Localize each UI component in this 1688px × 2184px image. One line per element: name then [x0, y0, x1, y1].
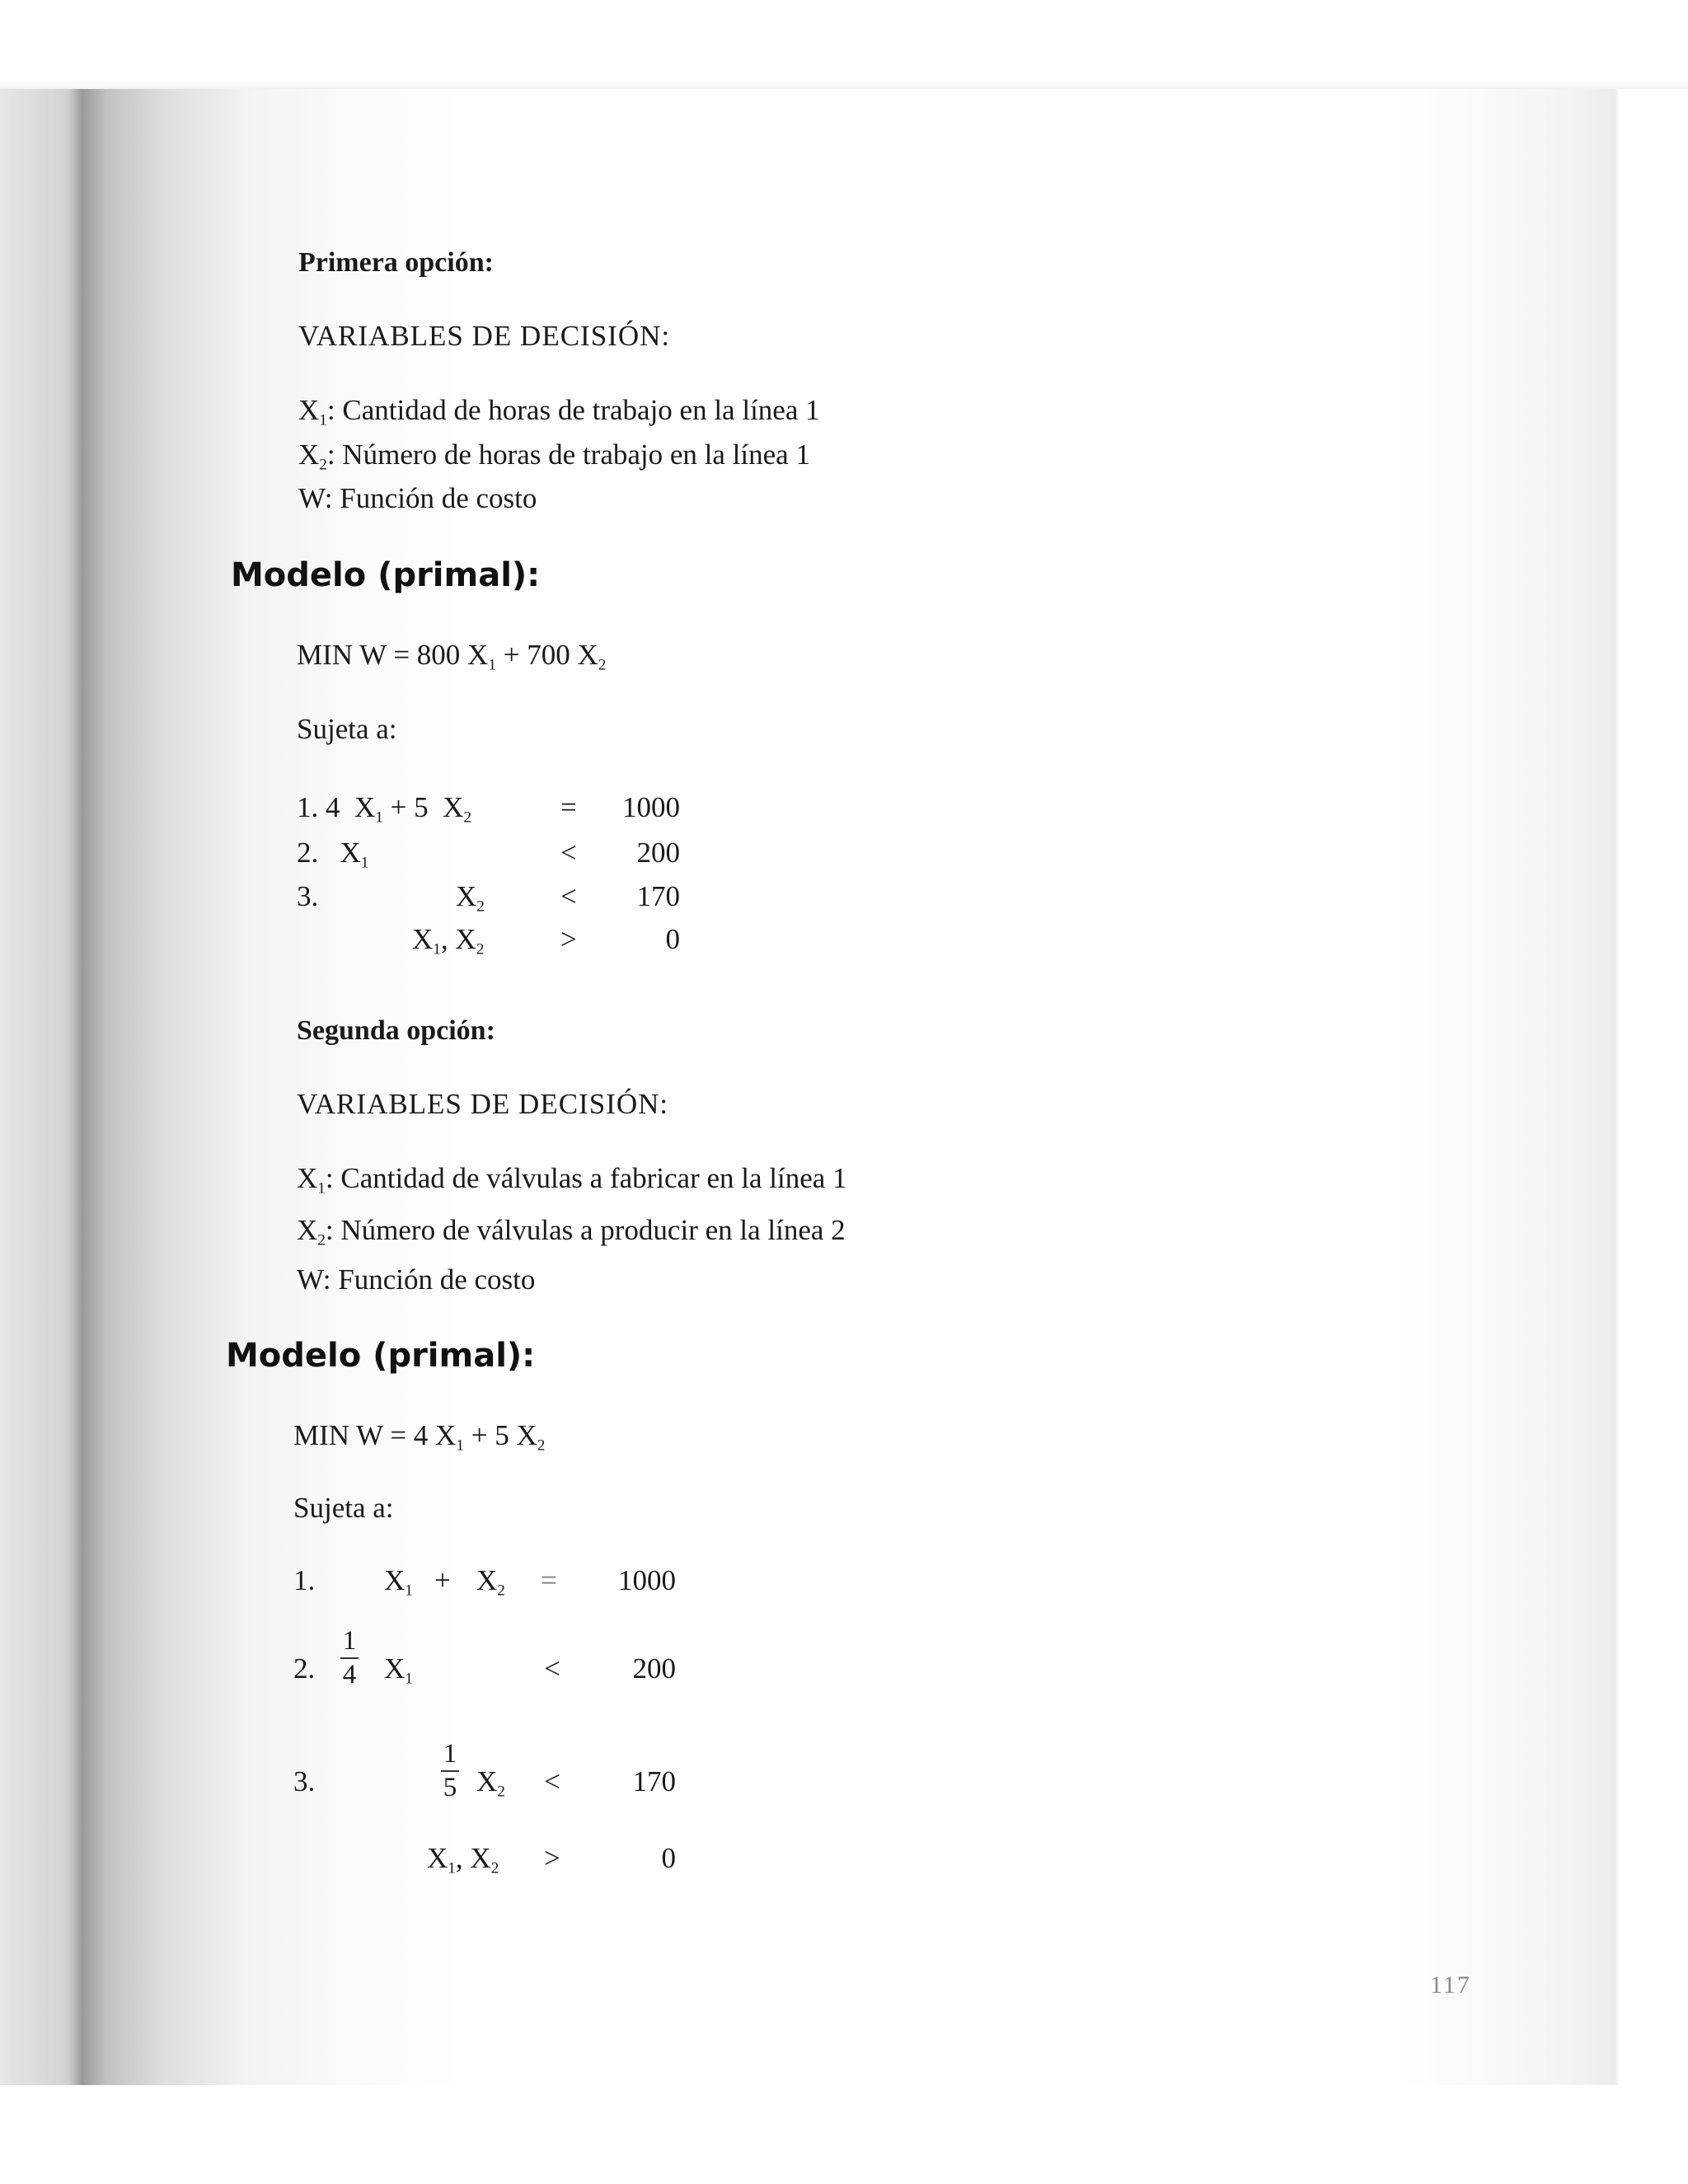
option2-constraint-3-fraction — [441, 1741, 459, 1802]
option1-constraint-1: 1. 4 $X_1 + 5$ $X_2$ — [297, 791, 472, 827]
page-top-margin — [0, 0, 1688, 89]
option2-constraint-3-rhs: 170 — [632, 1765, 676, 1797]
option2-nonneg: $X_1$, $X_2$ — [427, 1842, 499, 1877]
option2-var-w: W: Función de costo — [297, 1263, 536, 1296]
option2-constraint-3-x2: $X_2$ — [476, 1765, 505, 1801]
option1-var-x1: $X_1$: Cantidad de horas de trabajo en la línea 1 — [298, 394, 820, 429]
option2-constraint-3-label: 3. — [293, 1765, 316, 1797]
option1-constraint-3-rhs: 170 — [636, 880, 680, 912]
option1-constraint-3-op: < — [560, 880, 577, 912]
option2-constraint-2-rhs: 200 — [632, 1652, 676, 1685]
option1-constraint-2-rhs: 200 — [636, 837, 680, 869]
option1-model-title: Modelo (primal): — [231, 556, 541, 594]
option1-objective: MIN W = 800 $X_1 + 700$ $X_2$ — [297, 639, 607, 674]
page-number: 117 — [1430, 1971, 1471, 1999]
option2-objective: MIN W = 4 $X_1 + 5$ $X_2$ — [293, 1419, 546, 1455]
option1-constraint-3-label: 3. — [297, 880, 319, 912]
option2-constraint-2-label: 2. — [293, 1652, 316, 1685]
option1-nonneg: $X_1$, $X_2$ — [412, 923, 485, 958]
option2-constraint-2-op: < — [544, 1652, 560, 1685]
fraction-numerator: 1 — [443, 1739, 457, 1769]
option2-constraint-1-rhs: 1000 — [618, 1564, 676, 1596]
fraction-denominator: 5 — [443, 1773, 457, 1802]
option2-variables-title: VARIABLES DE DECISIÓN: — [297, 1088, 669, 1120]
option2-var-x2: $X_2$: Número de válvulas a producir en la línea 2 — [297, 1214, 846, 1249]
option2-constraint-1-x1: $X_1$ — [384, 1564, 413, 1600]
fraction-denominator: 4 — [342, 1660, 357, 1690]
option2-nonneg-op: > — [544, 1842, 560, 1874]
option1-constraint-1-op: = — [560, 791, 577, 823]
option1-variables-title: VARIABLES DE DECISIÓN: — [298, 320, 671, 352]
option2-constraint-1-x2: $X_2$ — [476, 1564, 505, 1600]
option2-constraint-3-op: < — [544, 1765, 560, 1797]
option1-var-x2: $X_2$: Número de horas de trabajo en la línea 1 — [298, 438, 810, 474]
option2-heading: Segunda opción: — [297, 1015, 495, 1046]
option2-nonneg-rhs: 0 — [661, 1842, 676, 1874]
option2-constraint-1-op: = — [541, 1564, 557, 1596]
option2-model-title: Modelo (primal): — [226, 1337, 536, 1375]
option1-constraint-2-op: < — [560, 837, 577, 869]
option2-subject-to: Sujeta a: — [293, 1492, 394, 1524]
option2-constraint-2-x1: $X_1$ — [384, 1652, 413, 1688]
option1-var-w: W: Función de costo — [298, 482, 537, 514]
option2-constraint-1-label: 1. — [293, 1564, 316, 1596]
option1-constraint-1-rhs: 1000 — [622, 791, 680, 823]
option2-constraint-2-fraction — [340, 1628, 359, 1689]
page-bottom-margin — [0, 2085, 1688, 2184]
fraction-numerator: 1 — [342, 1626, 357, 1656]
option2-var-x1: $X_1$: Cantidad de válvulas a fabricar en la línea 1 — [297, 1162, 847, 1197]
option1-nonneg-op: > — [560, 923, 577, 955]
option1-subject-to: Sujeta a: — [297, 713, 397, 745]
option2-constraint-1-plus: + — [434, 1564, 451, 1596]
option1-nonneg-rhs: 0 — [665, 923, 680, 955]
option1-constraint-3: $X_2$ — [456, 880, 485, 916]
option1-heading: Primera opción: — [298, 247, 494, 278]
option1-constraint-2: 2. $X_1$ — [297, 837, 369, 872]
